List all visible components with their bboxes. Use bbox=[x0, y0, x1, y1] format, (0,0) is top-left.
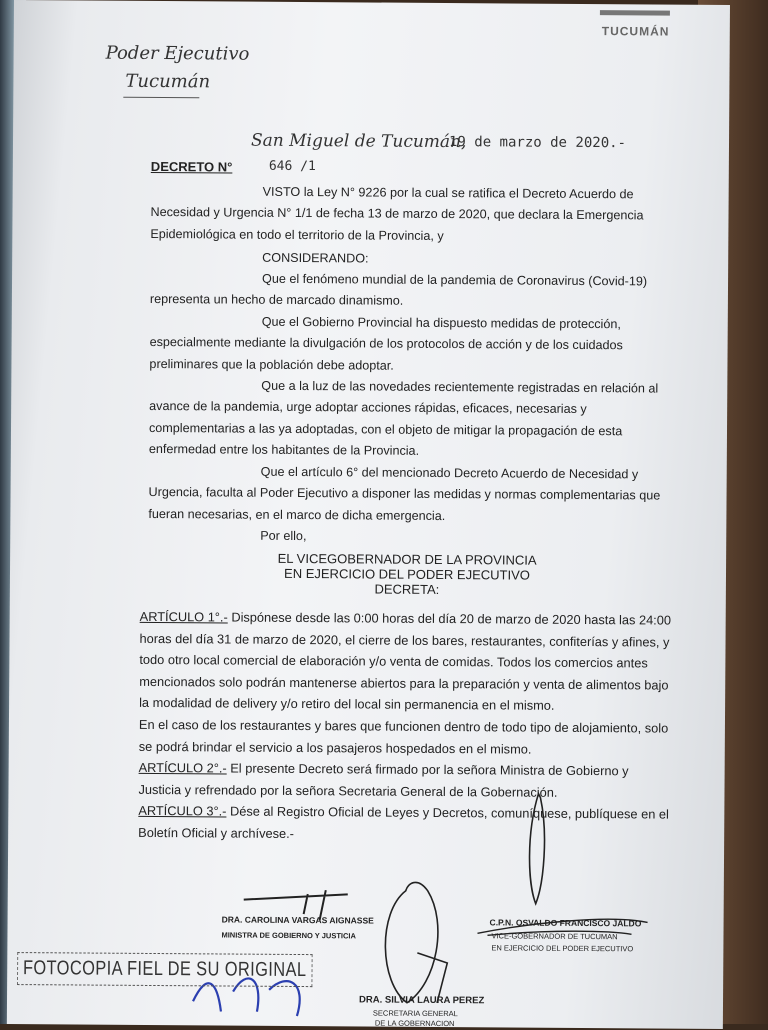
considerando-paragraph-3 bbox=[149, 375, 674, 464]
text-line: fueran necesarias, en el marco de dicha emergencia. bbox=[148, 506, 446, 523]
document-page bbox=[7, 0, 730, 1029]
text-line: En el caso de los restaurantes y bares que funcionen dentro de todo tipo de alojamiento, solo bbox=[138, 716, 669, 736]
text-line: Epidemiológica en todo el territorio de la Provincia, y bbox=[150, 226, 444, 243]
date-place: San Miguel de Tucumán, bbox=[250, 130, 467, 153]
signature-bottom-scribble bbox=[385, 882, 448, 1003]
text-line: Que a la luz de las novedades recientemente registradas en relación al bbox=[261, 378, 659, 396]
text-line: Necesidad y Urgencia N° 1/1 de fecha 13 de marzo de 2020, que declara la Emergencia bbox=[150, 205, 644, 223]
text-line: Que el fenómeno mundial de la pandemia de Coronavirus (Covid-19) bbox=[262, 271, 648, 289]
considerando-paragraph-4 bbox=[148, 461, 672, 529]
text-line: Urgencia, faculta al Poder Ejecutivo a disponer las medidas y normas complementarias que bbox=[148, 485, 661, 503]
text-line: se podrá brindar el servicio a los pasajeros hospedados en el mismo. bbox=[138, 738, 532, 757]
por-ello: Por ello, bbox=[260, 528, 307, 544]
decree-label: DECRETO N° bbox=[150, 158, 233, 175]
considerando-paragraph-2 bbox=[149, 311, 673, 379]
text-line: mencionados solo podrán mantenerse abiertos para la preparación y venta de alimentos bajo bbox=[139, 673, 669, 693]
text-line: Justicia y refrendado por la señora Secretaria General de la Gobernación. bbox=[138, 781, 558, 800]
masthead-line2: Tucumán bbox=[125, 70, 211, 93]
text-line: todo otro local comercial de elaboración y/o venta de comidas. Todos los comercios antes bbox=[139, 652, 648, 671]
visto-paragraph bbox=[150, 181, 674, 249]
article-1-label: ARTÍCULO 1°.- bbox=[139, 608, 228, 625]
authority-block bbox=[272, 551, 542, 598]
masthead-underline bbox=[123, 97, 199, 99]
masthead-line1: Poder Ejecutivo bbox=[105, 42, 250, 65]
signatures-drawing bbox=[7, 770, 725, 1029]
text-line: complementarias a las ya adoptadas, con el objeto de mitigar la propagación de esta bbox=[148, 420, 623, 439]
article-2-label: ARTÍCULO 2°.- bbox=[138, 760, 227, 776]
text-line: representa un hecho de marcado dinamismo. bbox=[149, 292, 404, 309]
authority-line: EL VICEGOBERNADOR DE LA PROVINCIA bbox=[277, 550, 537, 568]
article-3-text: Dése al Registro Oficial de Leyes y Decretos, comuníquese, publíquese en el bbox=[229, 803, 669, 822]
bottom-signatory-name: DRA. SILVIA LAURA PEREZ bbox=[358, 994, 485, 1007]
date-value: 19 de marzo de 2020.- bbox=[448, 134, 627, 152]
left-signatory-name: DRA. CAROLINA VARGAS AIGNASSE bbox=[221, 914, 374, 926]
article-3-label: ARTÍCULO 3°.- bbox=[138, 803, 227, 819]
text-line: Boletín Oficial y archívese.- bbox=[138, 824, 295, 841]
copy-stamp: FOTOCOPIA FIEL DE SU ORIGINAL bbox=[17, 952, 312, 987]
text-line: especialmente mediante la divulgación de los protocolos de acción y de los cuidados bbox=[149, 335, 623, 353]
article-1-first-line bbox=[140, 606, 680, 631]
text-line: VISTO la Ley N° 9226 por la cual se ratifica el Decreto Acuerdo de bbox=[262, 184, 634, 202]
right-signatory-title-1: VICE-GOBERNADOR DE TUCUMAN bbox=[491, 931, 618, 942]
text-line: avance de la pandemia, urge adoptar acciones rápidas, eficaces, necesarias y bbox=[149, 399, 587, 417]
text-line: Que el Gobierno Provincial ha dispuesto medidas de protección, bbox=[261, 314, 621, 332]
considerando-paragraph-1 bbox=[150, 268, 674, 314]
signature-right-loop bbox=[529, 794, 545, 904]
corner-bar bbox=[600, 10, 670, 15]
authority-line: EN EJERCICIO DEL PODER EJECUTIVO bbox=[284, 565, 530, 583]
right-signatory-title-2: EN EJERCICIO DEL PODER EJECUTIVO bbox=[491, 943, 634, 954]
text-line: horas del día 31 de marzo de 2020, el cierre de los bares, restaurantes, confiterías y afines, y bbox=[139, 630, 670, 650]
left-signatory-title: MINISTRA DE GOBIERNO Y JUSTICIA bbox=[221, 930, 356, 941]
text-line: Que el artículo 6° del mencionado Decreto Acuerdo de Necesidad y bbox=[260, 464, 639, 482]
authority-line: DECRETA: bbox=[374, 581, 440, 597]
bottom-signatory-title-1: SECRETARIA GENERAL bbox=[372, 1008, 458, 1019]
article-1-text: Dispónese desde las 0:00 horas del día 20 de marzo de 2020 hasta las 24:00 bbox=[231, 609, 672, 628]
considerando-heading: CONSIDERANDO: bbox=[262, 250, 369, 266]
text-line: la modalidad de delivery y/o retiro del local sin permanencia en el mismo. bbox=[139, 695, 555, 714]
corner-label: TUCUMÁN bbox=[601, 24, 670, 39]
text-line: preliminares que la población debe adoptar. bbox=[149, 356, 394, 373]
decree-number: 646 /1 bbox=[268, 158, 316, 175]
article-2-text: El presente Decreto será firmado por la señora Ministra de Gobierno y bbox=[230, 760, 629, 779]
right-signatory-name: C.P.N. OSVALDO FRANCISCO JALDO bbox=[489, 917, 642, 929]
text-line: enfermedad entre los habitantes de la Provincia. bbox=[148, 442, 420, 459]
bottom-signatory-title-2: DE LA GOBERNACION bbox=[374, 1018, 455, 1029]
